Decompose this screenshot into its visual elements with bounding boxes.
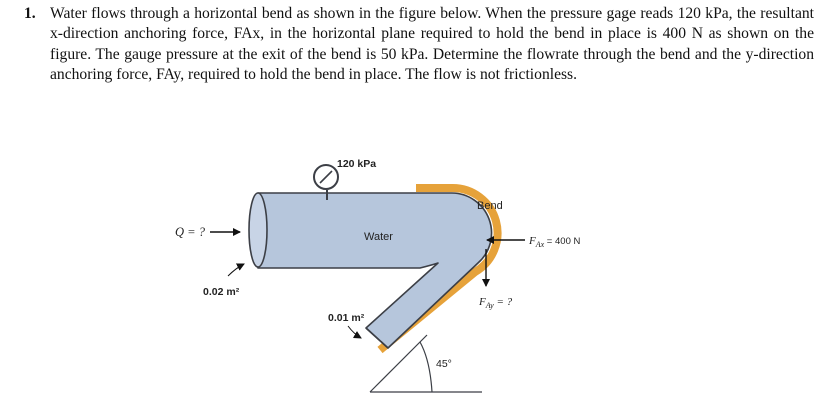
fay-label bbox=[478, 296, 513, 310]
outlet-area-label: 0.01 m² bbox=[328, 312, 365, 324]
inlet-end bbox=[249, 193, 267, 267]
outlet-area-leader bbox=[348, 326, 361, 338]
fay-sub: Ay bbox=[485, 301, 494, 310]
fluid-label: Water bbox=[364, 231, 393, 243]
gauge-reading: 120 kPa bbox=[337, 158, 377, 170]
angle-arc bbox=[420, 342, 432, 392]
pipe-body bbox=[258, 193, 492, 348]
fay-value: = ? bbox=[493, 296, 513, 308]
problem-text: Water flows through a horizontal bend as shown in the figure below. When the pressure gage reads 120 kPa, the resultant x-direction anchoring force, FAx, in the horizontal plane required to hold the bend in place is 400 N as shown on the figure. The gauge pressure at the exit of the bend is 50 kPa. Determine the flowrate through the bend and the y-direction anchoring force, FAy, required to hold the bend in place. The flow is not frictionless. bbox=[50, 5, 814, 84]
fay-symbol: F bbox=[479, 296, 486, 308]
angle-label: 45° bbox=[436, 358, 452, 370]
fax-value: = 400 N bbox=[544, 236, 581, 247]
problem-number: 1. bbox=[24, 5, 36, 22]
fax-symbol: F bbox=[529, 235, 536, 247]
fax-label bbox=[528, 235, 580, 249]
flow-label: Q = ? bbox=[175, 225, 205, 239]
fax-sub: Ax bbox=[535, 240, 545, 249]
bend-label: Bend bbox=[477, 200, 503, 212]
angle-diagonal bbox=[370, 335, 427, 392]
inlet-area-leader bbox=[228, 264, 244, 276]
inlet-area-label: 0.02 m² bbox=[203, 286, 240, 298]
